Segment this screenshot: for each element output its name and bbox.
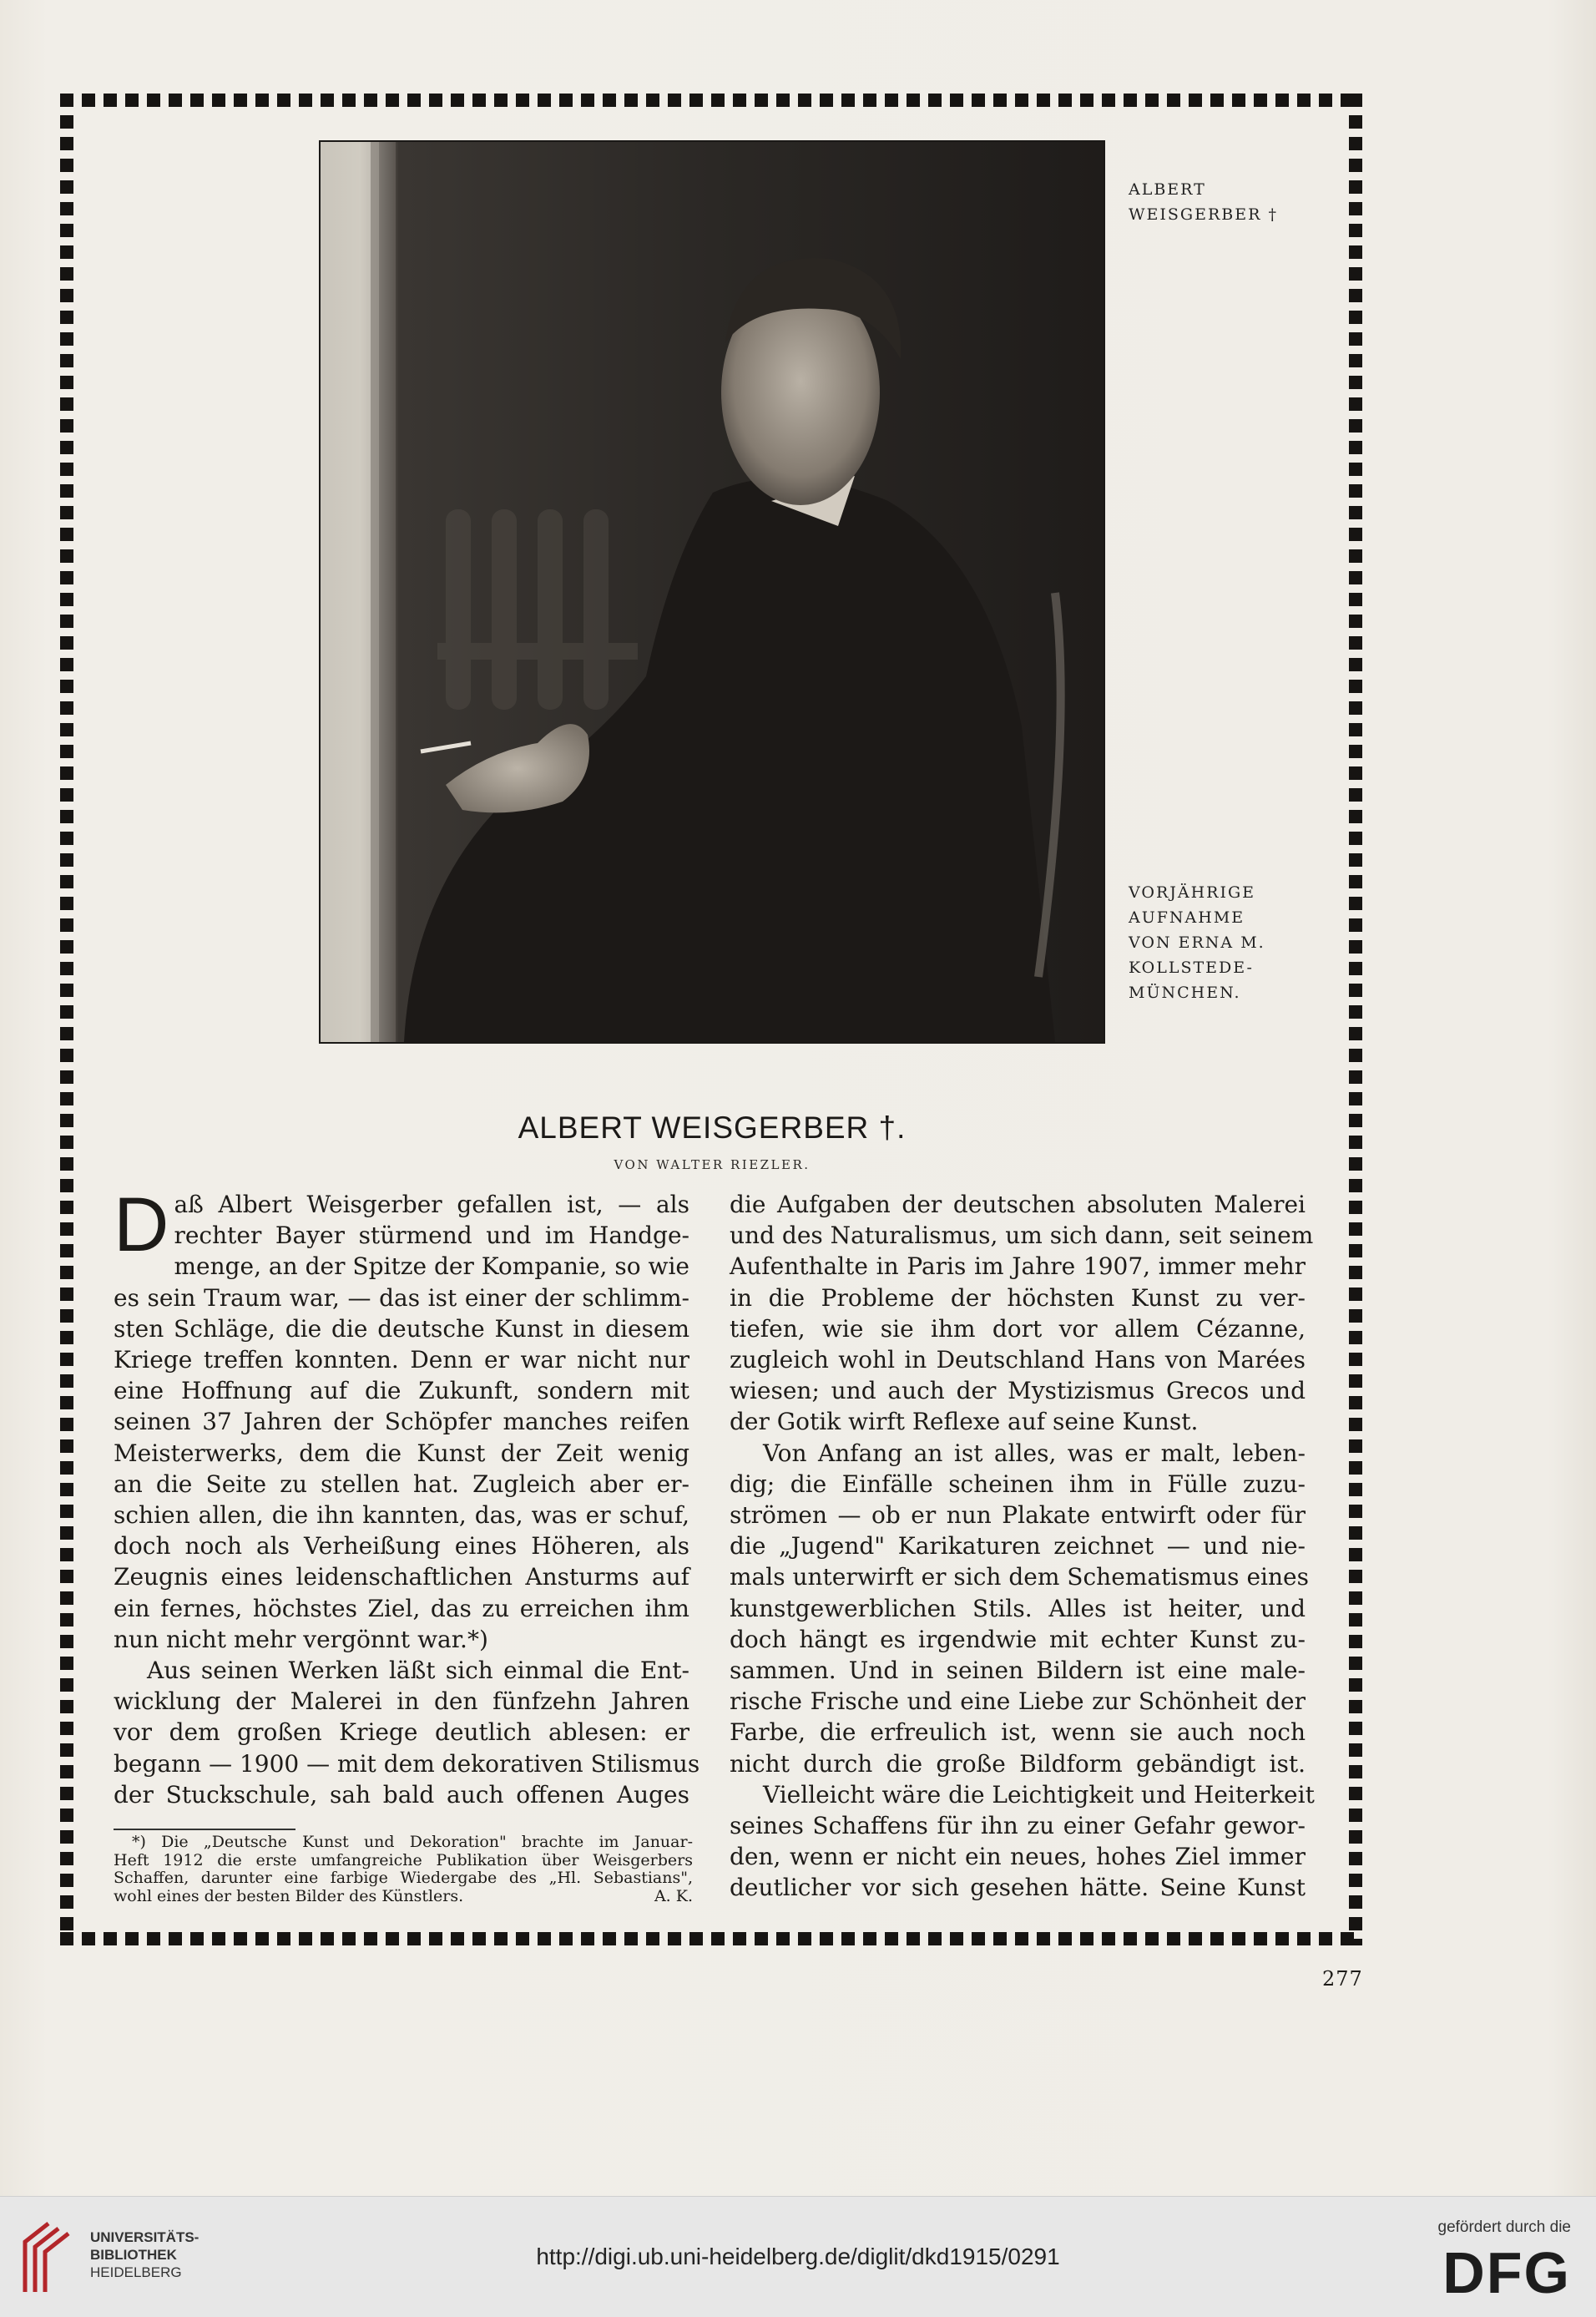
text-line: nicht durch die große Bildform gebändigt ist. <box>730 1749 1306 1778</box>
text-line: an die Seite zu stellen hat. Zugleich aber er- <box>114 1470 689 1498</box>
text-line: sten Schläge, die die deutsche Kunst in diesem <box>114 1314 689 1343</box>
text-line: deutlicher vor sich gesehen hätte. Seine Kunst <box>730 1874 1306 1902</box>
photo-caption-name: ALBERT WEISGERBER † <box>1129 180 1278 224</box>
text-line: in die Probleme der höchsten Kunst zu ver- <box>730 1283 1306 1312</box>
text-line: tiefen, wie sie ihm dort vor allem Cézanne, <box>730 1314 1306 1343</box>
text-line: schien allen, die ihn kannten, das, was er schuf, <box>114 1501 689 1530</box>
text-line: strömen — ob er nun Plakate entwirft oder für <box>730 1501 1306 1530</box>
portrait-photo <box>321 142 1104 1042</box>
dfg-logo: DFG <box>1442 2240 1571 2305</box>
text-line: seines Schaffens für ihn zu einer Gefahr gewor- <box>730 1812 1306 1840</box>
text-line: nun nicht mehr vergönnt war.*) <box>114 1625 488 1653</box>
text-line: sammen. Und in seinen Bildern ist eine male- <box>730 1657 1306 1685</box>
text-line: Kriege treffen konnten. Denn er war nicht nur <box>114 1346 689 1374</box>
text-column-left <box>114 1182 700 1810</box>
text-line: Aufenthalte in Paris im Jahre 1907, immer mehr <box>730 1252 1306 1281</box>
text-line: der Stuckschule, sah bald auch offenen Auges <box>114 1780 689 1809</box>
text-line: wicklung der Malerei in den fünfzehn Jahren <box>114 1687 689 1716</box>
text-line: zugleich wohl in Deutschland Hans von Marées <box>730 1346 1306 1374</box>
article-byline: VON WALTER RIEZLER. <box>614 1157 811 1172</box>
text-line: Von Anfang an ist alles, was er malt, leben- <box>763 1439 1306 1467</box>
text-column-right <box>730 1189 1315 1904</box>
text-line: den, wenn er nicht ein neues, hohes Ziel immer <box>730 1843 1306 1871</box>
text-line: Farbe, die erfreulich ist, wenn sie auch noch <box>730 1718 1306 1747</box>
text-line: rische Frische und eine Liebe zur Schönheit der <box>730 1687 1306 1716</box>
footnote <box>114 1834 693 1905</box>
text-line: und des Naturalismus, um sich dann, seit seinem <box>730 1222 1314 1250</box>
text-line: eine Hoffnung auf die Zukunft, sondern mit <box>114 1377 689 1405</box>
text-line: doch hängt es irgendwie mit echter Kunst zu- <box>730 1625 1306 1653</box>
text-line: vor dem großen Kriege deutlich ablesen: er <box>114 1718 689 1747</box>
text-line: die „Jugend" Karikaturen zeichnet — und nie- <box>730 1532 1306 1561</box>
footnote-line: Schaffen, darunter eine farbige Wiedergabe des „Hl. Sebastians", <box>114 1869 693 1887</box>
text-line: doch noch als Verheißung eines Höheren, als <box>114 1532 689 1561</box>
article-title: ALBERT WEISGERBER †. <box>518 1110 907 1145</box>
footnote-signature: A. K. <box>654 1886 693 1905</box>
text-line: kunstgewerblichen Stils. Alles ist heiter, und <box>730 1594 1306 1622</box>
library-name: UNIVERSITÄTS- BIBLIOTHEK HEIDELBERG <box>90 2229 200 2280</box>
footnote-rule <box>114 1829 295 1830</box>
text-line: seinen 37 Jahren der Schöpfer manches reifen <box>114 1408 689 1436</box>
text-line: begann — 1900 — mit dem dekorativen Stilismus <box>114 1749 700 1778</box>
text-line: die Aufgaben der deutschen absoluten Malerei <box>730 1191 1306 1218</box>
text-line: dig; die Einfälle scheinen ihm in Fülle zuzu- <box>730 1470 1306 1498</box>
viewer-footer <box>0 2196 1596 2317</box>
text-line: mals unterwirft er sich dem Schematismus eines <box>730 1563 1309 1591</box>
footnote-line: wohl eines der besten Bilder des Künstlers. <box>114 1886 464 1905</box>
permalink-url[interactable]: http://digi.ub.uni-heidelberg.de/diglit/dkd1915/0291 <box>536 2244 1060 2269</box>
text-line: rechter Bayer stürmend und im Handge- <box>174 1222 689 1250</box>
text-line: Vielleicht wäre die Leichtigkeit und Heiterkeit <box>763 1780 1315 1809</box>
text-line: der Gotik wirft Reflexe auf seine Kunst. <box>730 1408 1199 1436</box>
text-line: es sein Traum war, — das ist einer der schlimm- <box>114 1283 689 1312</box>
funding-note: gefördert durch die <box>1437 2218 1571 2236</box>
photo-caption-credit: VORJÄHRIGE AUFNAHME VON ERNA M. KOLLSTEDE- MÜNCHEN. <box>1129 883 1265 1002</box>
footnote-line: *) Die „Deutsche Kunst und Dekoration" brachte im Januar- <box>132 1833 693 1851</box>
text-line: wiesen; und auch der Mystizismus Grecos und <box>730 1377 1306 1405</box>
text-line: aß Albert Weisgerber gefallen ist, — als <box>174 1191 689 1218</box>
text-line: Zeugnis eines leidenschaftlichen Ansturms auf <box>114 1563 689 1591</box>
text-line: Aus seinen Werken läßt sich einmal die Ent- <box>147 1657 689 1685</box>
text-line: menge, an der Spitze der Kompanie, so wie <box>174 1252 689 1281</box>
text-line: Meisterwerks, dem die Kunst der Zeit wenig <box>114 1439 689 1467</box>
footnote-line: Heft 1912 die erste umfangreiche Publikation über Weisgerbers <box>114 1850 693 1869</box>
text-line: ein fernes, höchstes Ziel, das zu erreichen ihm <box>114 1594 689 1622</box>
drop-cap: D <box>114 1182 169 1267</box>
page-number: 277 <box>1322 1967 1363 1991</box>
